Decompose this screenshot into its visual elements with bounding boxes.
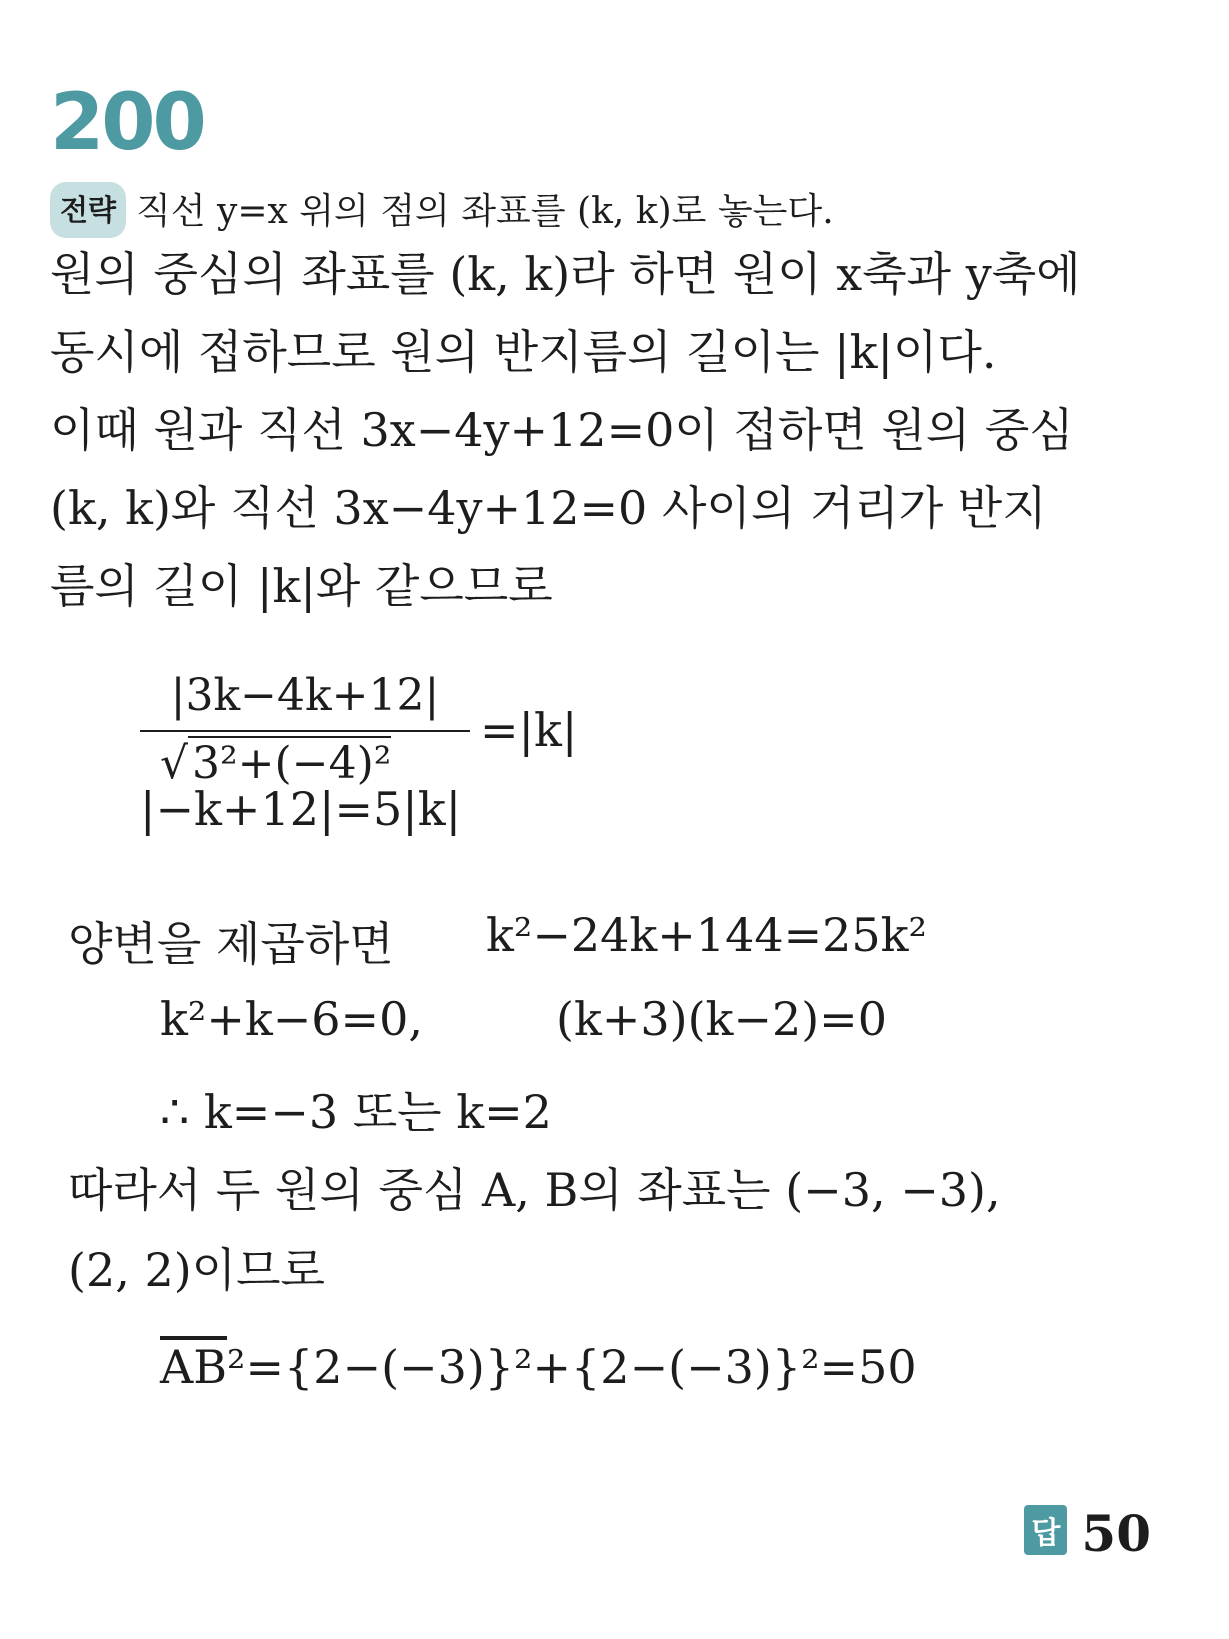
fraction-numerator: |3k−4k+12| [170,670,440,721]
final-equation-rhs: ²={2−(−3)}²+{2−(−3)}²=50 [227,1340,917,1394]
answer [1024,1504,1151,1563]
solution-line-7: (2, 2)이므로 [68,1243,325,1297]
answer-value: 50 [1081,1504,1151,1563]
solution-line-4: (k, k)와 직선 3x−4y+12=0 사이의 거리가 반지 [50,481,1047,535]
answer-badge: 답 [1024,1505,1067,1555]
equation-1: |−k+12|=5|k| [140,782,462,836]
strategy-line [50,182,834,238]
solution-line-2: 동시에 접하므로 원의 반지름의 길이는 |k|이다. [50,325,997,379]
equation-3b: (k+3)(k−2)=0 [556,992,887,1046]
solution-line-1: 원의 중심의 좌표를 (k, k)라 하면 원이 x축과 y축에 [50,247,1081,301]
strategy-text: 직선 y=x 위의 점의 좌표를 (k, k)로 놓는다. [136,191,834,232]
final-equation [160,1340,917,1394]
equation-2: k²−24k+144=25k² [486,908,927,962]
solution-line-6: 따라서 두 원의 중심 A, B의 좌표는 (−3, −3), [68,1163,1001,1217]
equation-3a: k²+k−6=0, [160,992,423,1046]
equation-4: ∴ k=−3 또는 k=2 [160,1085,552,1139]
solution-line-3: 이때 원과 직선 3x−4y+12=0이 접하면 원의 중심 [50,403,1074,457]
square-label: 양변을 제곱하면 [68,917,394,971]
solution-line-5: 름의 길이 |k|와 같으므로 [50,559,553,613]
segment-ab: $\overline{AB}$ [160,1340,228,1394]
strategy-badge: 전략 [50,182,126,238]
fraction-rhs: =|k| [480,703,578,757]
fraction-bar [140,730,470,732]
sqrt-radicand: 3²+(−4)² [188,736,391,789]
problem-number: 200 [50,78,204,168]
sqrt-icon: √ [160,738,189,789]
